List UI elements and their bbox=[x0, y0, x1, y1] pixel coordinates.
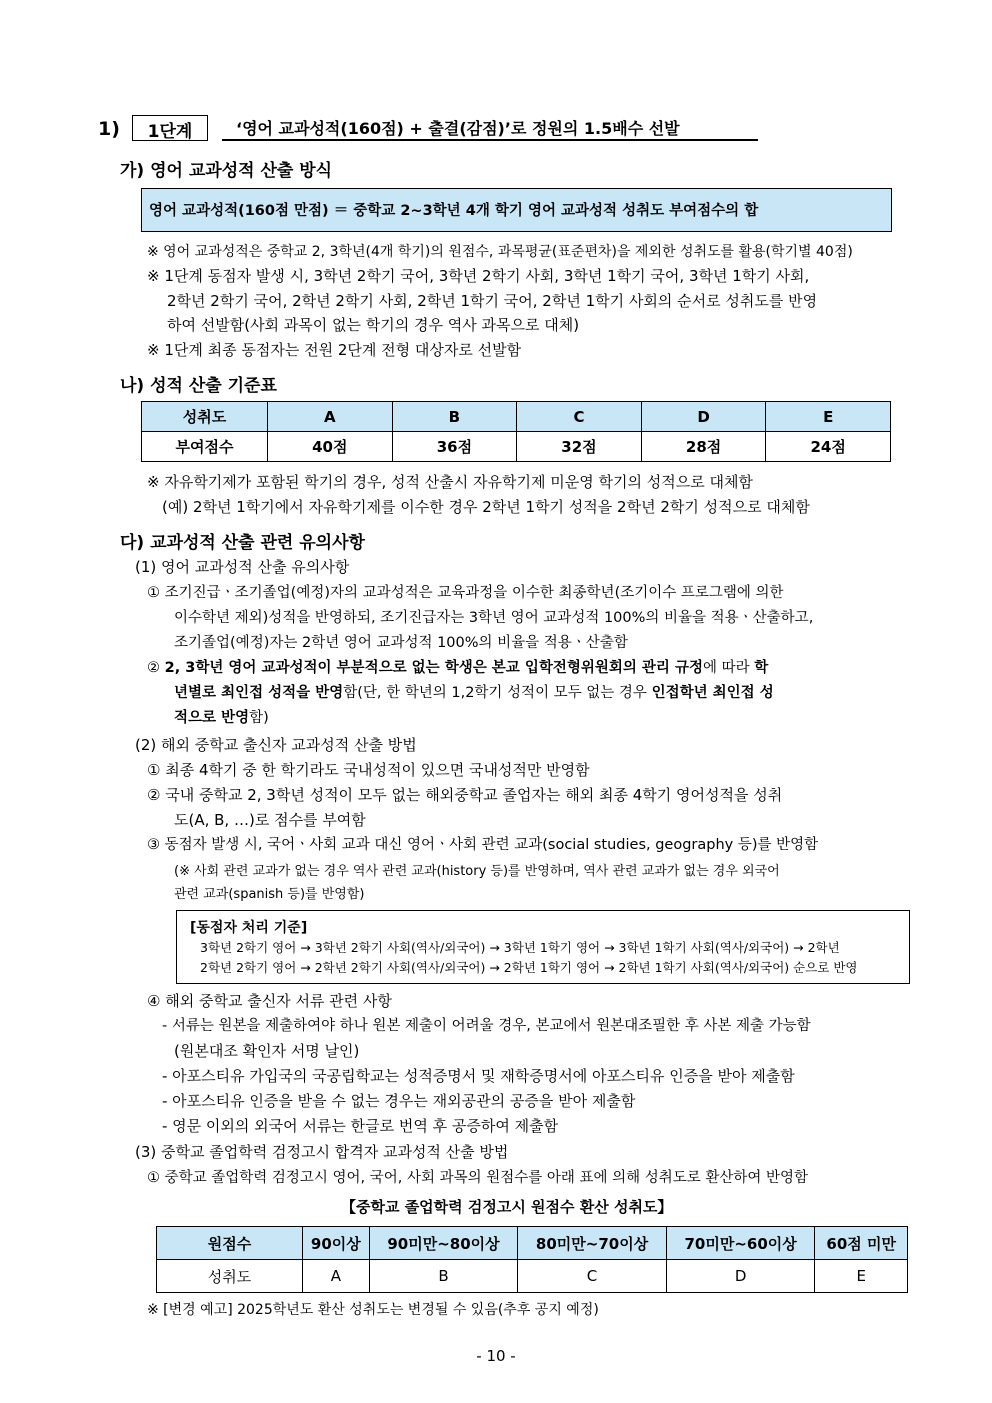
tie-break-line-2: 2학년 2학기 영어 → 2학년 2학기 사회(역사/외국어) → 2학년 1학기 영어 → 2학년 1학기 사회(역사/외국어) 순으로 반영 bbox=[200, 960, 858, 975]
table-cell: C bbox=[518, 1260, 667, 1293]
table-row bbox=[157, 1227, 908, 1260]
table-cell: A bbox=[303, 1260, 370, 1293]
da-title: 다) 교과성적 산출 관련 유의사항 bbox=[120, 533, 365, 553]
tie-break-title: [동점자 처리 기준] bbox=[190, 920, 308, 936]
table-cell: B bbox=[369, 1260, 518, 1293]
table-cell: 24점 bbox=[766, 432, 891, 462]
table-cell: 80미만~70이상 bbox=[518, 1227, 667, 1260]
conversion-table bbox=[156, 1226, 908, 1293]
da-s1-i1-l3: 조기졸업(예정)자는 2학년 영어 교과성적 100%의 비율을 적용ㆍ산출함 bbox=[174, 635, 628, 651]
table-cell: C bbox=[517, 402, 642, 432]
section-number: 1) bbox=[98, 118, 120, 140]
table-cell: E bbox=[815, 1260, 908, 1293]
table-row bbox=[142, 402, 891, 432]
table-cell: 성취도 bbox=[142, 402, 268, 432]
table-cell: 성취도 bbox=[157, 1260, 303, 1293]
text-run: 년별로 최인접 성적을 반영 bbox=[174, 685, 344, 701]
table-cell: E bbox=[766, 402, 891, 432]
da-s1-i2-l2 bbox=[174, 681, 774, 706]
table-cell: 36점 bbox=[392, 432, 517, 462]
formula-text: 영어 교과성적(160점 만점) ＝ 중학교 2~3학년 4개 학기 영어 교과성적 성취도 부여점수의 합 bbox=[149, 203, 759, 219]
da-s1-i1-l1: ① 조기진급ㆍ조기졸업(예정)자의 교과성적은 교육과정을 이수한 최종학년(조기이수 프로그램에 의한 bbox=[147, 585, 784, 601]
table-cell: 90이상 bbox=[303, 1227, 370, 1260]
ga-note-1: ※ 영어 교과성적은 중학교 2, 3학년(4개 학기)의 원점수, 과목평균(표준편차)을 제외한 성취도를 활용(학기별 40점) bbox=[147, 244, 853, 260]
da-s2-i4-l2: - 서류는 원본을 제출하여야 하나 원본 제출이 어려울 경우, 본교에서 원본대조필한 후 사본 제출 가능함 bbox=[162, 1018, 811, 1034]
na-title: 나) 성적 산출 기준표 bbox=[120, 376, 277, 396]
da-s2-i3-l2: (※ 사회 관련 교과가 없는 경우 역사 관련 교과(history 등)를 반영하며, 역사 관련 교과가 없는 경우 외국어 bbox=[174, 864, 780, 879]
text-run: 함) bbox=[249, 710, 269, 726]
na-note-1: ※ 자유학기제가 포함된 학기의 경우, 성적 산출시 자유학기제 미운영 학기의 성적으로 대체함 bbox=[147, 473, 753, 491]
da-s2-i1: ① 최종 4학기 중 한 학기라도 국내성적이 있으면 국내성적만 반영함 bbox=[147, 761, 590, 779]
table-cell: 40점 bbox=[268, 432, 393, 462]
text-run: 함(단, 한 학년의 1,2학기 성적이 모두 없는 경우 bbox=[343, 685, 652, 701]
tie-break-line-1: 3학년 2학기 영어 → 3학년 2학기 사회(역사/외국어) → 3학년 1학기 영어 → 3학년 1학기 사회(역사/외국어) → 2학년 bbox=[200, 940, 840, 955]
table-cell: B bbox=[392, 402, 517, 432]
heading-underline bbox=[222, 139, 758, 141]
da-s2-i4-l5: - 아포스티유 인증을 받을 수 없는 경우는 재외공관의 공증을 받아 제출함 bbox=[162, 1092, 636, 1110]
page-number: - 10 - bbox=[476, 1347, 516, 1365]
da-s3-note: ※ [변경 예고] 2025학년도 환산 성취도는 변경될 수 있음(추후 공지 예정) bbox=[147, 1302, 599, 1318]
text-run: 학 bbox=[754, 660, 769, 676]
ga-note-3: 2학년 2학기 국어, 2학년 2학기 사회, 2학년 1학기 국어, 2학년 1학기 사회의 순서로 성취도를 반영 bbox=[167, 292, 818, 310]
da-s2-i4-l1: ④ 해외 중학교 출신자 서류 관련 사항 bbox=[147, 992, 392, 1010]
table-cell: 60점 미만 bbox=[815, 1227, 908, 1260]
da-s2-i2-l2: 도(A, B, …)로 점수를 부여함 bbox=[174, 811, 366, 829]
table-cell: 부여점수 bbox=[142, 432, 268, 462]
ga-note-4: 하여 선발함(사회 과목이 없는 학기의 경우 역사 과목으로 대체) bbox=[167, 316, 580, 334]
da-s1-i1-l2: 이수학년 제외)성적을 반영하되, 조기진급자는 3학년 영어 교과성적 100%의 비율을 적용ㆍ산출하고, bbox=[174, 610, 814, 626]
ga-note-2: ※ 1단계 동점자 발생 시, 3학년 2학기 국어, 3학년 2학기 사회, 3학년 1학기 국어, 3학년 1학기 사회, bbox=[147, 267, 810, 285]
ga-title: 가) 영어 교과성적 산출 방식 bbox=[120, 161, 333, 181]
table-row bbox=[157, 1260, 908, 1293]
table-cell: D bbox=[641, 402, 766, 432]
da-s2-i4-l4: - 아포스티유 가입국의 국공립학교는 성적증명서 및 재학증명서에 아포스티유 인증을 받아 제출함 bbox=[162, 1067, 795, 1085]
na-note-2: (예) 2학년 1학기에서 자유학기제를 이수한 경우 2학년 1학기 성적을 2학년 2학기 성적으로 대체함 bbox=[162, 498, 810, 516]
da-s2-i4-l6: - 영문 이외의 외국어 서류는 한글로 번역 후 공증하여 제출함 bbox=[162, 1117, 559, 1135]
da-s3-i1: ① 중학교 졸업학력 검정고시 영어, 국어, 사회 과목의 원점수를 아래 표에 의해 성취도로 환산하여 반영함 bbox=[147, 1170, 809, 1186]
text-run: ② bbox=[147, 660, 165, 676]
da-s1-title: (1) 영어 교과성적 산출 유의사항 bbox=[135, 558, 350, 576]
table-cell: 28점 bbox=[641, 432, 766, 462]
da-s2-title: (2) 해외 중학교 출신자 교과성적 산출 방법 bbox=[135, 736, 417, 754]
table-cell: D bbox=[666, 1260, 815, 1293]
stage-label: 1단계 bbox=[147, 122, 193, 142]
table-cell: 32점 bbox=[517, 432, 642, 462]
conversion-table-title: 【중학교 졸업학력 검정고시 원점수 환산 성취도】 bbox=[341, 1198, 673, 1216]
text-run: 적으로 반영 bbox=[174, 710, 250, 726]
achievement-score-table bbox=[141, 401, 891, 462]
text-run: 인접학년 최인접 성 bbox=[651, 685, 774, 701]
ga-note-5: ※ 1단계 최종 동점자는 전원 2단계 전형 대상자로 선발함 bbox=[147, 341, 522, 359]
text-run: 2, 3학년 영어 교과성적이 부분적으로 없는 학생은 본교 입학전형위원회의 관리 규정 bbox=[164, 660, 704, 676]
da-s2-i4-l3: (원본대조 확인자 서명 날인) bbox=[174, 1042, 360, 1060]
text-run: 에 따라 bbox=[703, 660, 755, 676]
da-s2-i3-l1: ③ 동점자 발생 시, 국어ㆍ사회 교과 대신 영어ㆍ사회 관련 교과(social studies, geography 등)를 반영함 bbox=[147, 837, 819, 853]
da-s1-i2-l3 bbox=[174, 706, 269, 731]
table-cell: A bbox=[268, 402, 393, 432]
da-s3-title: (3) 중학교 졸업학력 검정고시 합격자 교과성적 산출 방법 bbox=[135, 1143, 509, 1161]
table-cell: 원점수 bbox=[157, 1227, 303, 1260]
da-s2-i3-l3: 관련 교과(spanish 등)를 반영함) bbox=[174, 887, 365, 902]
section-heading: ‘영어 교과성적(160점) + 출결(감점)’로 정원의 1.5배수 선발 bbox=[236, 119, 680, 138]
table-row bbox=[142, 432, 891, 462]
da-s1-i2-l1 bbox=[147, 656, 768, 681]
da-s2-i2-l1: ② 국내 중학교 2, 3학년 성적이 모두 없는 해외중학교 졸업자는 해외 최종 4학기 영어성적을 성취 bbox=[147, 786, 783, 804]
table-cell: 70미만~60이상 bbox=[666, 1227, 815, 1260]
table-cell: 90미만~80이상 bbox=[369, 1227, 518, 1260]
